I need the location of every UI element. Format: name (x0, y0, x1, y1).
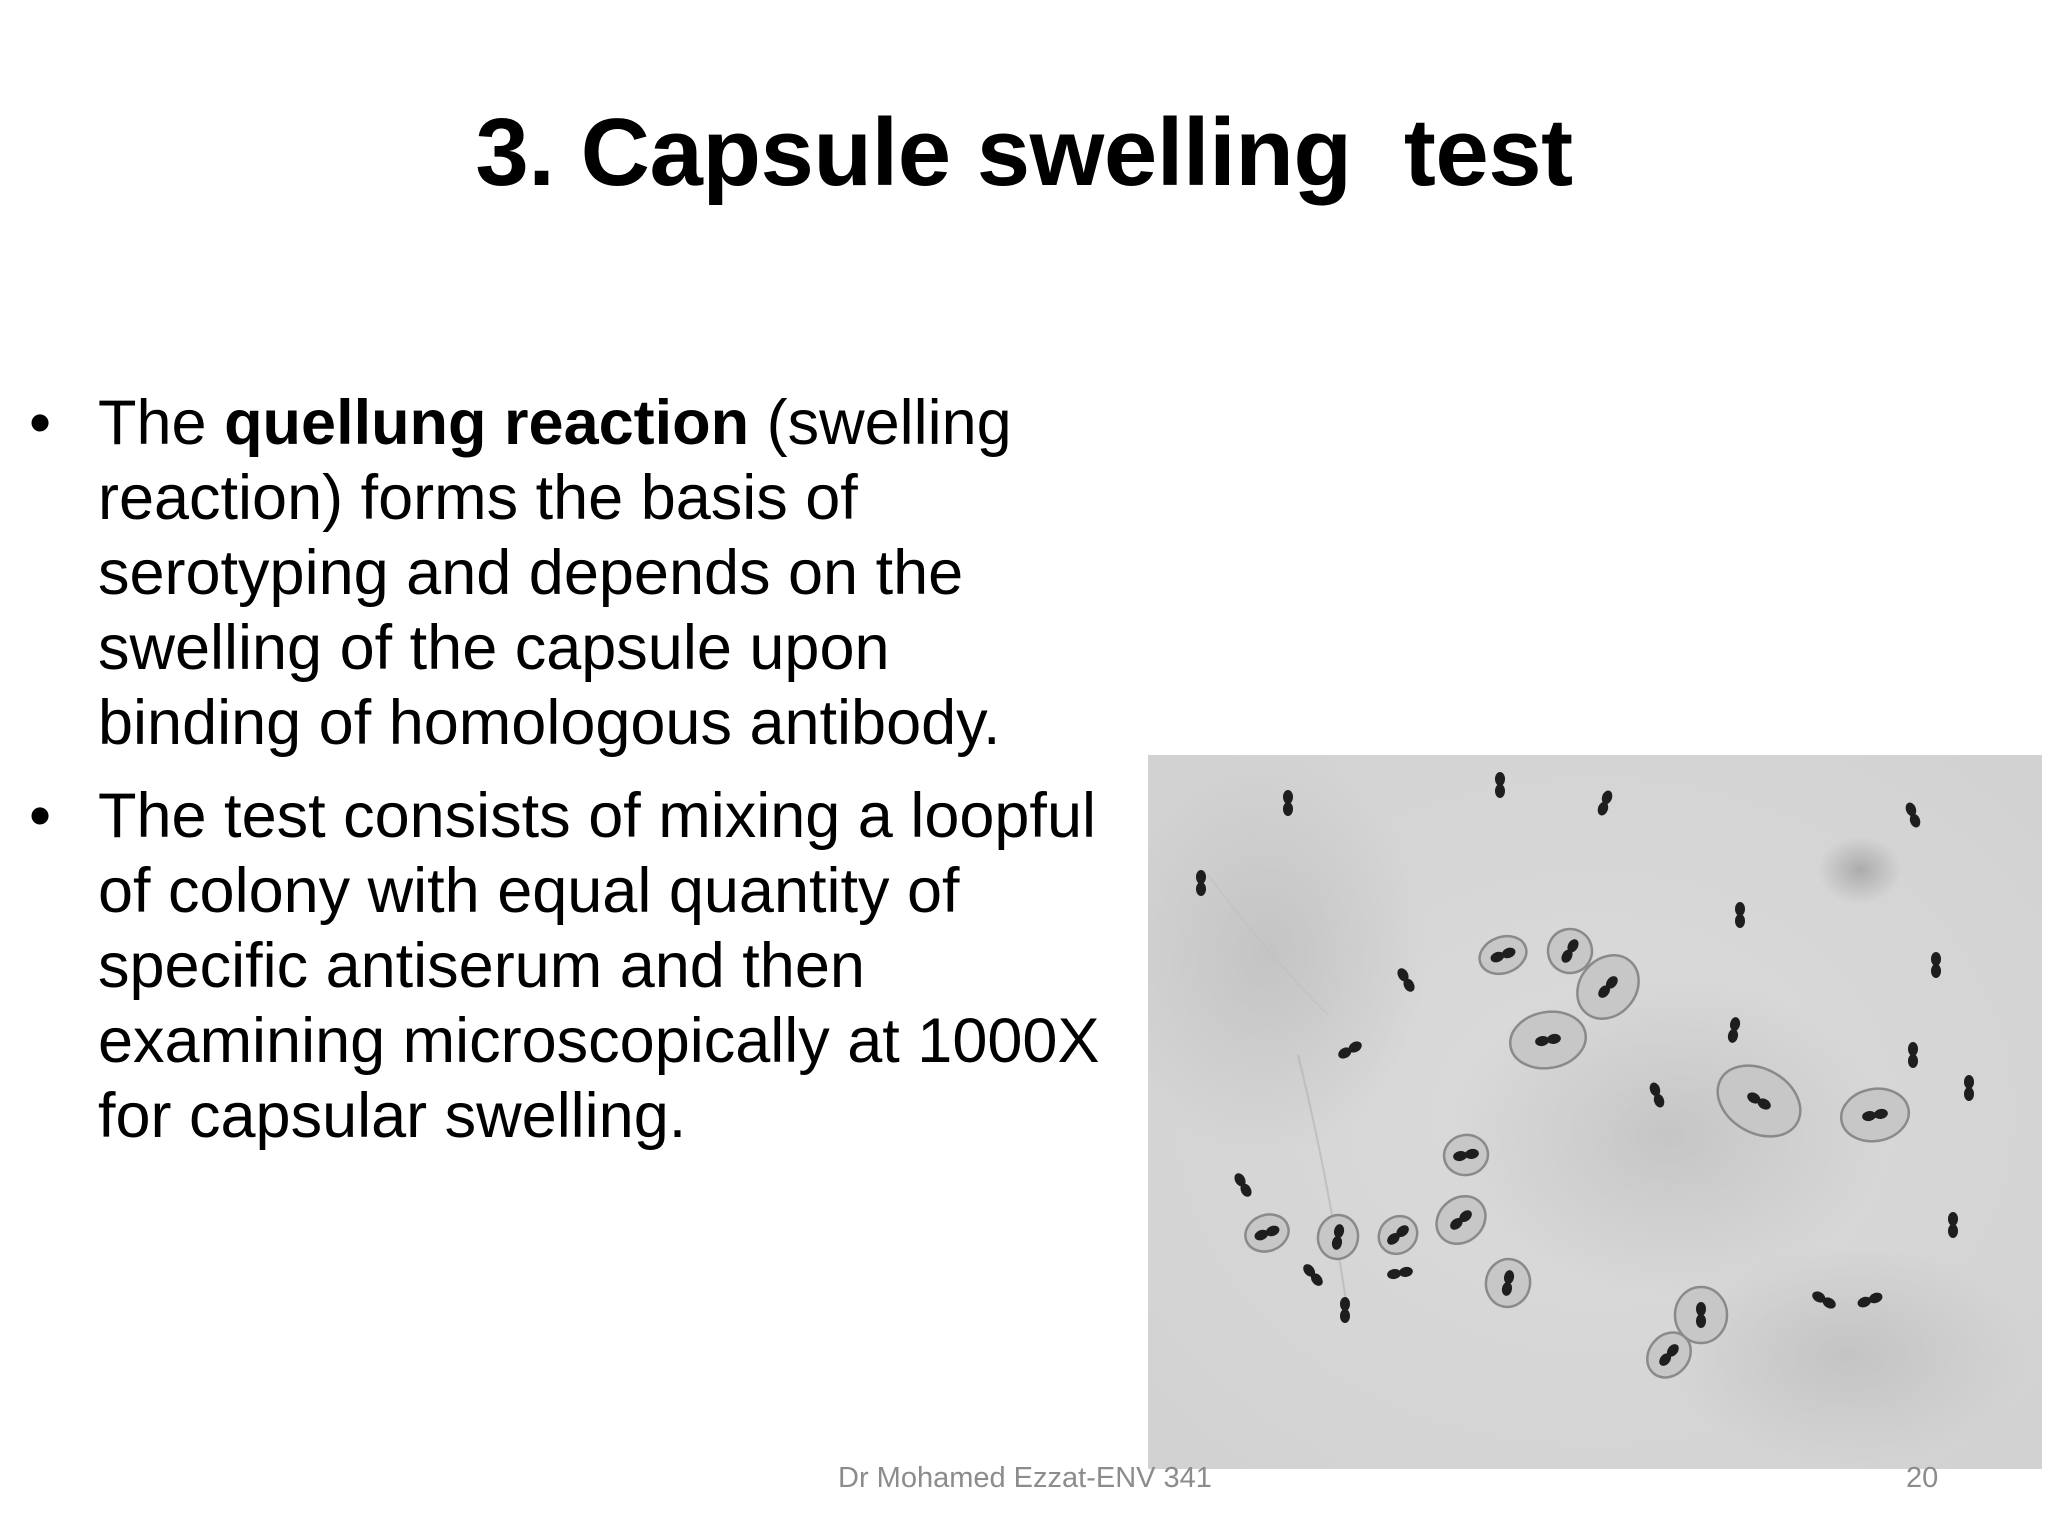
bullet-bold-term: quellung reaction (224, 388, 750, 458)
bullet-text: The test consists of mixing a loopful of colony with equal quantity of specific antiserum and then examining microscopically at 1000X for capsular swelling. (98, 781, 1100, 1151)
footer-author: Dr Mohamed Ezzat-ENV 341 (838, 1462, 1212, 1494)
bullet-text: (swelling reaction) forms the basis of serotyping and depends on the swelling of the capsule upon binding of homologous antibody. (98, 388, 1012, 758)
micrograph-image (1148, 755, 2042, 1469)
bullet-item (20, 386, 1100, 761)
bullet-list (20, 386, 1100, 1172)
bullet-text: The (98, 388, 225, 458)
slide-title: 3. Capsule swelling test (475, 99, 1573, 206)
page-number: 20 (1906, 1462, 1939, 1494)
bullet-marker: • (28, 781, 52, 851)
bullet-marker: • (28, 388, 52, 458)
bullet-item (20, 779, 1100, 1154)
